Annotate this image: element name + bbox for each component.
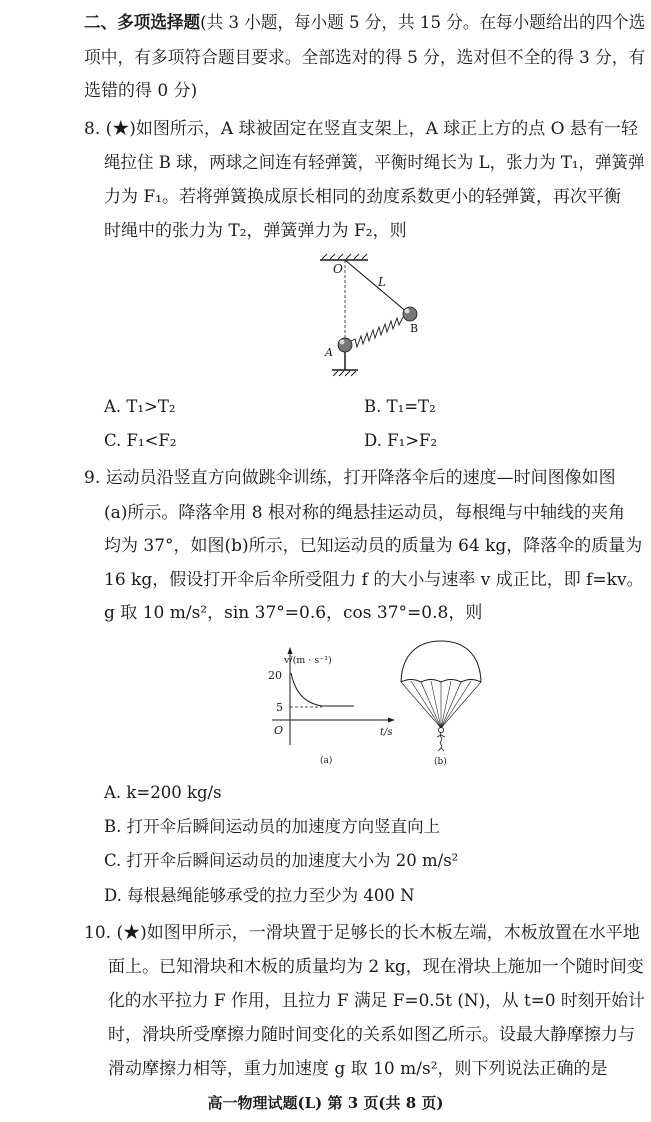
graph-xlabel: t/s (380, 727, 393, 738)
tick-5: 5 (276, 701, 283, 714)
q8-line-2: 绳拉住 B 球，两球之间连有轻弹簧，平衡时绳长为 L，张力为 T₁，弹簧弹 (104, 153, 645, 173)
page-footer: 高一物理试题(L) 第 3 页(共 8 页) (207, 1094, 444, 1112)
figure-a-caption: (a) (320, 756, 333, 766)
q10-line-1: 10. (★)如图甲所示，一滑块置于足够长的长木板左端，木板放置在水平地 (84, 923, 640, 943)
q8-option-a: A. T₁>T₂ (104, 397, 176, 416)
q9-line-1: 9. 运动员沿竖直方向做跳伞训练，打开降落伞后的速度—时间图像如图 (84, 468, 616, 488)
q10-line-3: 化的水平拉力 F 作用，且拉力 F 满足 F=0.5t (N)，从 t=0 时刻开始计 (108, 991, 645, 1011)
q9-option-a: A. k=200 kg/s (104, 783, 222, 802)
graph-origin: O (274, 724, 284, 737)
q9-line-2: (a)所示。降落伞用 8 根对称的绳悬挂运动员，每根绳与中轴线的夹角 (104, 503, 626, 523)
tick-20: 20 (268, 669, 282, 682)
q10-line-5: 滑动摩擦力相等，重力加速度 g 取 10 m/s²，则下列说法正确的是 (108, 1059, 608, 1079)
q9-option-d: D. 每根悬绳能够承受的拉力至少为 400 N (104, 886, 415, 905)
q8-spring-figure (318, 252, 430, 382)
label-b: B (410, 322, 419, 335)
section-heading: 二、多项选择题 (84, 13, 201, 33)
q9-line-4: 16 kg，假设打开伞后伞所受阻力 f 的大小与速率 v 成正比，即 f=kv。 (104, 570, 644, 590)
q9-parachute-figure (398, 638, 488, 768)
section-intro-line-1: 二、多项选择题(共 3 小题，每小题 5 分，共 15 分。在每小题给出的四个选 (84, 13, 646, 33)
q8-line-1: 8. (★)如图所示，A 球被固定在竖直支架上，A 球正上方的点 O 悬有一轻 (84, 119, 638, 139)
q10-line-2: 面上。已知滑块和木板的质量均为 2 kg，现在滑块上施加一个随时间变 (108, 957, 644, 977)
label-l: L (378, 275, 386, 289)
figure-b-caption: (b) (434, 757, 447, 767)
graph-ylabel: v/(m · s⁻¹) (284, 655, 332, 666)
q10-line-4: 时，滑块所受摩擦力随时间变化的关系如图乙所示。设最大静摩擦力与 (108, 1025, 635, 1045)
section-intro-line-3: 选错的得 0 分) (84, 81, 198, 101)
q8-option-c: C. F₁<F₂ (104, 431, 177, 450)
q9-line-3: 均为 37°，如图(b)所示，已知运动员的质量为 64 kg，降落伞的质量为 (104, 536, 643, 556)
label-o: O (333, 262, 343, 276)
section-intro-line-2: 项中，有多项符合题目要求。全部选对的得 5 分，选对但不全的得 3 分，有 (84, 48, 646, 68)
q9-velocity-time-graph (262, 645, 402, 770)
q9-option-b: B. 打开伞后瞬间运动员的加速度方向竖直向上 (104, 817, 441, 836)
q8-line-4: 时绳中的张力为 T₂，弹簧弹力为 F₂，则 (104, 221, 407, 241)
q8-option-d: D. F₁>F₂ (364, 431, 438, 450)
q9-option-c: C. 打开伞后瞬间运动员的加速度大小为 20 m/s² (104, 851, 459, 870)
q8-option-b: B. T₁=T₂ (364, 397, 436, 416)
q9-line-5: g 取 10 m/s²，sin 37°=0.6，cos 37°=0.8，则 (104, 603, 483, 623)
label-a: A (325, 346, 333, 359)
q8-line-3: 力为 F₁。若将弹簧换成原长相同的劲度系数更小的轻弹簧，再次平衡 (104, 187, 622, 207)
